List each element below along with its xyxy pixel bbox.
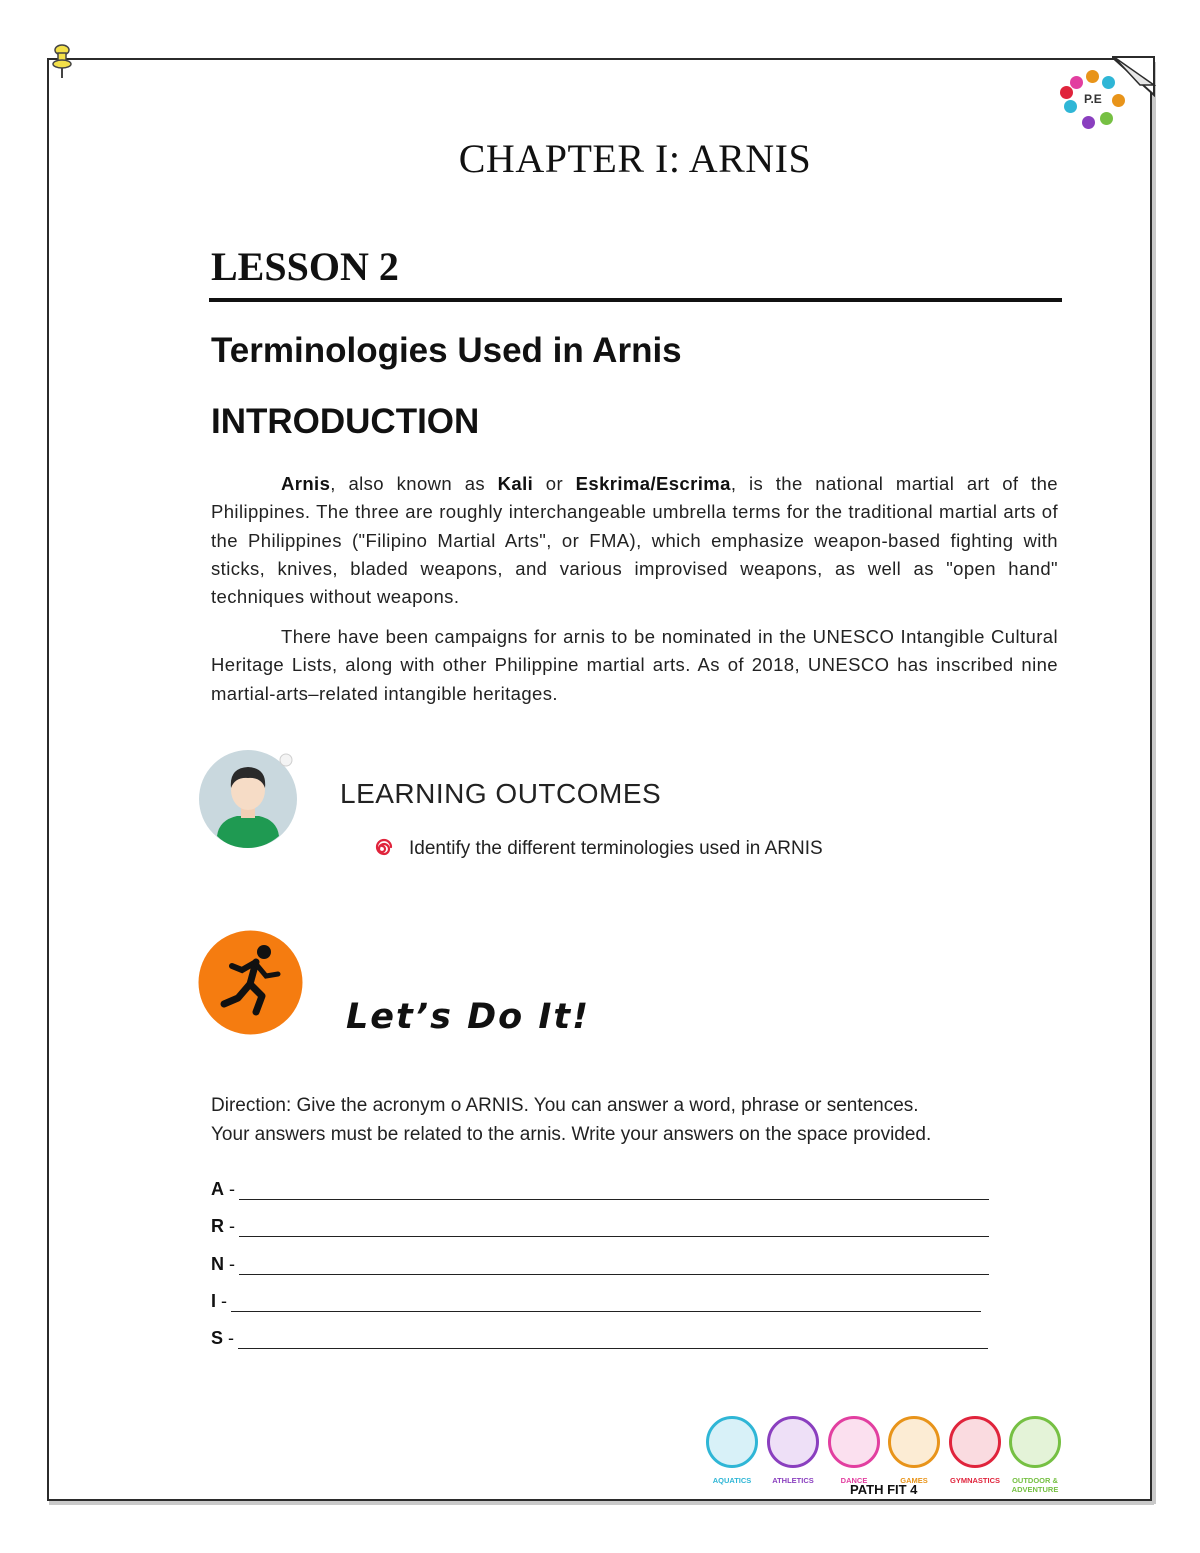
activity-heading: Let’s Do It! [346, 997, 591, 1037]
gymnastics-icon [949, 1416, 1001, 1468]
answer-row-s: S - [211, 1328, 988, 1349]
dance-icon [828, 1416, 880, 1468]
pe-logo-label: P.E [1084, 92, 1102, 106]
games-label: GAMES [900, 1476, 928, 1485]
course-footer: PATH FIT 4 [850, 1482, 918, 1497]
aquatics-icon [706, 1416, 758, 1468]
introduction-heading: INTRODUCTION [211, 402, 480, 441]
intro-paragraph-1: Arnis, also known as Kali or Eskrima/Escrima, is the national martial art of the Philippines. The three are roughly interchangeable umbrella terms for the traditional martial arts of the Philippines ("Filipino Martial Arts", or FMA), which emphasize weapon-based fighting with sticks, knives, bladed weapons, and various improvised weapons, as well as "open hand" techniques without weapons. [211, 473, 1058, 608]
direction-text: Direction: Give the acronym o ARNIS. You can answer a word, phrase or sentences. Your answers must be related to the arnis. Write your answers on the space provided. [211, 1095, 932, 1145]
lesson-divider [209, 298, 1062, 302]
answer-field-a[interactable] [239, 1181, 989, 1200]
page-shadow [1152, 62, 1156, 1504]
term-kali: Kali [497, 473, 534, 494]
gymnastics-label: GYMNASTICS [949, 1476, 1000, 1485]
page-shadow [49, 1501, 1154, 1505]
runner-icon [198, 930, 303, 1035]
aquatics-label: AQUATICS [712, 1476, 752, 1485]
answer-row-a: A - [211, 1179, 989, 1200]
athletics-label: ATHLETICS [772, 1476, 814, 1485]
outdoor-adventure-label: OUTDOOR & ADVENTURE [1011, 1476, 1059, 1494]
pushpin-icon [52, 44, 72, 80]
answer-field-s[interactable] [238, 1330, 988, 1349]
dance-label: DANCE [840, 1476, 868, 1485]
topic-title: Terminologies Used in Arnis [211, 331, 682, 370]
term-eskrima: Eskrima/Escrima [575, 473, 731, 494]
answer-field-i[interactable] [231, 1293, 981, 1312]
pe-logo [1060, 70, 1130, 134]
spiral-bullet-icon [371, 838, 393, 860]
chapter-title: CHAPTER I: ARNIS [458, 136, 812, 181]
outdoor-adventure-icon [1009, 1416, 1061, 1468]
learning-outcomes-heading: LEARNING OUTCOMES [340, 778, 662, 809]
answer-row-i: I - [211, 1291, 981, 1312]
athletics-icon [767, 1416, 819, 1468]
learning-outcome-text: Identify the different terminologies used in ARNIS [409, 838, 823, 859]
learning-outcome-item [371, 838, 823, 860]
answer-field-r[interactable] [239, 1218, 989, 1237]
student-avatar-icon [199, 750, 297, 848]
term-arnis: Arnis [281, 473, 331, 494]
answer-field-n[interactable] [239, 1256, 989, 1275]
lesson-title: LESSON 2 [211, 244, 399, 289]
answer-row-n: N - [211, 1254, 989, 1275]
answer-row-r: R - [211, 1216, 989, 1237]
games-icon [888, 1416, 940, 1468]
intro-paragraph-2: There have been campaigns for arnis to be nominated in the UNESCO Intangible Cultural Heritage Lists, along with other Philippine martial arts. As of 2018, UNESCO has inscribed nine martial-arts–related intangible heritages. [211, 626, 1058, 704]
